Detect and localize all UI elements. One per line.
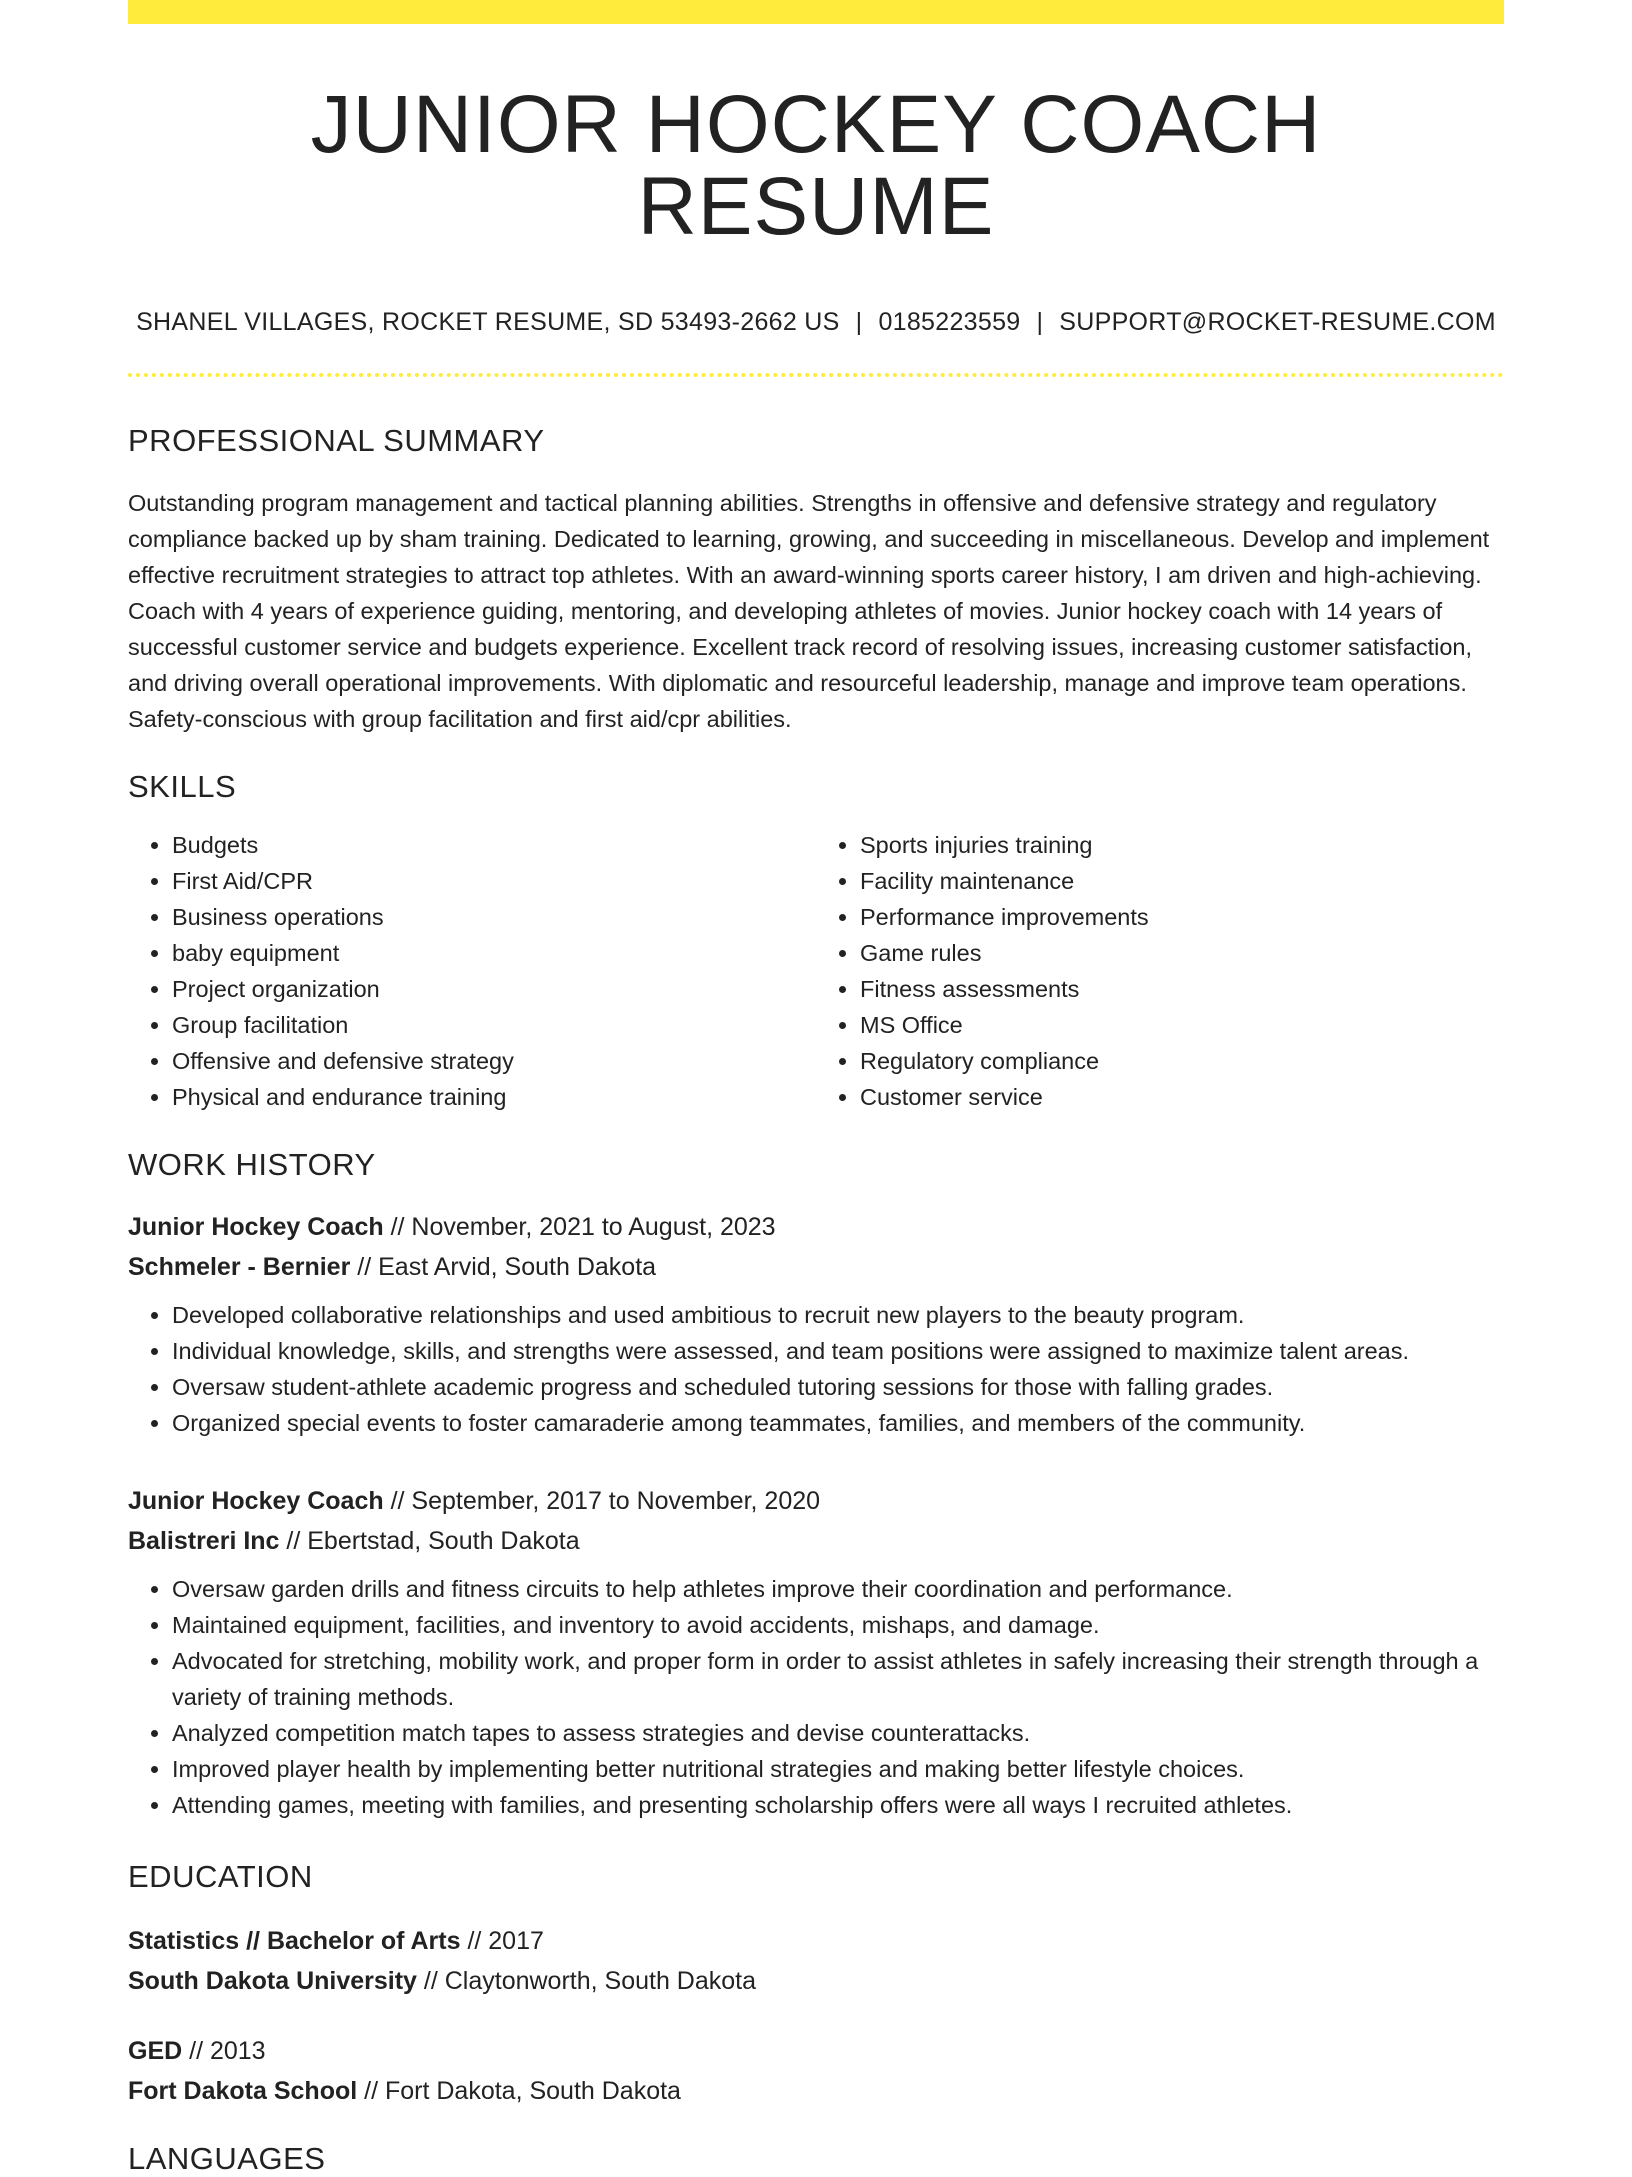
skill-item: • Budgets bbox=[172, 827, 816, 863]
contact-separator: | bbox=[855, 308, 863, 336]
job-title: Junior Hockey Coach bbox=[128, 1487, 384, 1515]
contact-line bbox=[128, 308, 1504, 337]
employer-line bbox=[128, 1247, 1504, 1287]
degree-year: // 2013 bbox=[182, 2037, 266, 2065]
degree-line bbox=[128, 2031, 1504, 2071]
job-duty: • Individual knowledge, skills, and strengths were assessed, and team positions were assigned to maximize talent areas. bbox=[172, 1333, 1504, 1369]
dotted-divider bbox=[128, 373, 1504, 377]
skills-left-column bbox=[128, 827, 816, 1115]
skill-item: • Performance improvements bbox=[860, 899, 1504, 935]
job-entry bbox=[128, 1481, 1504, 1823]
employer-name: Balistreri Inc bbox=[128, 1527, 280, 1555]
top-accent-bar bbox=[128, 0, 1504, 24]
job-duty: • Maintained equipment, facilities, and inventory to avoid accidents, mishaps, and damage. bbox=[172, 1607, 1504, 1643]
skill-item: • Physical and endurance training bbox=[172, 1079, 816, 1115]
employer-location: // Ebertstad, South Dakota bbox=[279, 1527, 580, 1555]
degree-name: Statistics // Bachelor of Arts bbox=[128, 1927, 461, 1955]
employer-line bbox=[128, 1521, 1504, 1561]
school-location: // Claytonworth, South Dakota bbox=[416, 1967, 757, 1995]
skill-item: • Facility maintenance bbox=[860, 863, 1504, 899]
skill-item: • Customer service bbox=[860, 1079, 1504, 1115]
job-duty: • Advocated for stretching, mobility work, and proper form in order to assist athletes in safely increasing their strength through a variety of training methods. bbox=[172, 1643, 1504, 1715]
contact-separator: | bbox=[1036, 308, 1044, 336]
education-entry bbox=[128, 2031, 1504, 2111]
skill-item: • Offensive and defensive strategy bbox=[172, 1043, 816, 1079]
job-duties bbox=[128, 1571, 1504, 1823]
job-dates: // September, 2017 to November, 2020 bbox=[383, 1487, 821, 1515]
school-location: // Fort Dakota, South Dakota bbox=[357, 2077, 681, 2105]
languages-heading: LANGUAGES bbox=[128, 2141, 326, 2176]
job-title-line bbox=[128, 1481, 1504, 1521]
degree-line bbox=[128, 1921, 1504, 1961]
contact-address: SHANEL VILLAGES, ROCKET RESUME, SD 53493-2662 US bbox=[136, 308, 840, 336]
education-entry bbox=[128, 1921, 1504, 2001]
skill-item: • Sports injuries training bbox=[860, 827, 1504, 863]
contact-email: SUPPORT@ROCKET-RESUME.COM bbox=[1059, 308, 1496, 336]
skill-item: • Project organization bbox=[172, 971, 816, 1007]
work-history-heading: WORK HISTORY bbox=[128, 1147, 376, 1182]
skill-item: • Regulatory compliance bbox=[860, 1043, 1504, 1079]
job-title-line bbox=[128, 1207, 1504, 1247]
job-duty: • Improved player health by implementing better nutritional strategies and making better lifestyle choices. bbox=[172, 1751, 1504, 1787]
skills-right-column bbox=[816, 827, 1504, 1115]
resume-title: JUNIOR HOCKEY COACH RESUME bbox=[310, 79, 1322, 252]
summary-text: Outstanding program management and tactical planning abilities. Strengths in offensive and defensive strategy and regulatory compliance backed up by sham training. Dedicated to learning, growing, and succeeding in miscellaneous. Develop and implement effective recruitment strategies to attract top athletes. With an award-winning sports career history, I am driven and high-achieving. Coach with 4 years of experience guiding, mentoring, and developing athletes of movies. Junior hockey coach with 14 years of successful customer service and budgets experience. Excellent track record of resolving issues, increasing customer satisfaction, and driving overall operational improvements. With diplomatic and resourceful leadership, manage and improve team operations. Safety-conscious with group facilitation and first aid/cpr abilities. bbox=[128, 490, 1490, 732]
school-line bbox=[128, 2071, 1504, 2111]
degree-year: // 2017 bbox=[460, 1927, 544, 1955]
skill-item: • First Aid/CPR bbox=[172, 863, 816, 899]
job-dates: // November, 2021 to August, 2023 bbox=[383, 1213, 776, 1241]
school-line bbox=[128, 1961, 1504, 2001]
employer-name: Schmeler - Bernier bbox=[128, 1253, 351, 1281]
job-title: Junior Hockey Coach bbox=[128, 1213, 384, 1241]
school-name: Fort Dakota School bbox=[128, 2077, 358, 2105]
skills-heading: SKILLS bbox=[128, 769, 237, 804]
job-duty: • Developed collaborative relationships and used ambitious to recruit new players to the beauty program. bbox=[172, 1297, 1504, 1333]
education-heading: EDUCATION bbox=[128, 1859, 313, 1894]
job-entry bbox=[128, 1207, 1504, 1441]
employer-location: // East Arvid, South Dakota bbox=[350, 1253, 657, 1281]
job-duties bbox=[128, 1297, 1504, 1441]
skills-grid bbox=[128, 827, 1504, 1115]
skill-item: • MS Office bbox=[860, 1007, 1504, 1043]
job-duty: • Organized special events to foster camaraderie among teammates, families, and members of the community. bbox=[172, 1405, 1504, 1441]
job-duty: • Oversaw garden drills and fitness circuits to help athletes improve their coordination and performance. bbox=[172, 1571, 1504, 1607]
job-duty: • Analyzed competition match tapes to assess strategies and devise counterattacks. bbox=[172, 1715, 1504, 1751]
skill-item: • Fitness assessments bbox=[860, 971, 1504, 1007]
skill-item: • baby equipment bbox=[172, 935, 816, 971]
job-duty: • Oversaw student-athlete academic progress and scheduled tutoring sessions for those with falling grades. bbox=[172, 1369, 1504, 1405]
skill-item: • Game rules bbox=[860, 935, 1504, 971]
contact-phone: 0185223559 bbox=[878, 308, 1021, 336]
skill-item: • Business operations bbox=[172, 899, 816, 935]
degree-name: GED bbox=[128, 2037, 183, 2065]
school-name: South Dakota University bbox=[128, 1967, 417, 1995]
job-duty: • Attending games, meeting with families, and presenting scholarship offers were all ways I recruited athletes. bbox=[172, 1787, 1504, 1823]
summary-heading: PROFESSIONAL SUMMARY bbox=[128, 423, 545, 458]
resume-page bbox=[128, 0, 1504, 2177]
skill-item: • Group facilitation bbox=[172, 1007, 816, 1043]
